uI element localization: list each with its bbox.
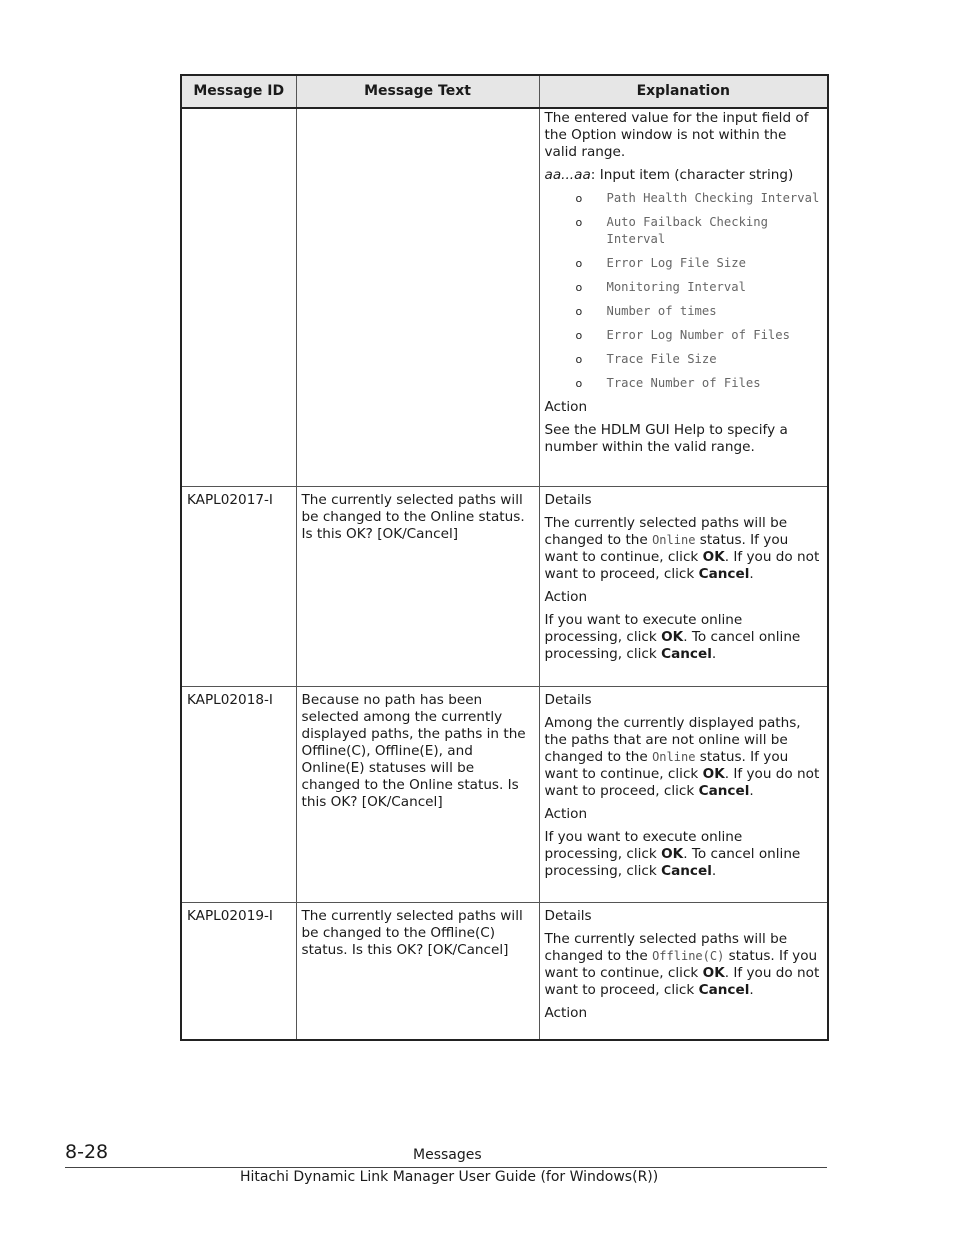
action-text: See the HDLM GUI Help to specify a number within the valid range.: [544, 422, 788, 455]
list-item: o Trace File Size: [575, 352, 717, 366]
table-row: [181, 486, 828, 686]
bullet-icon: o: [575, 281, 583, 294]
explanation-intro: The entered value for the input field of the Option window is not within the valid range.: [544, 110, 809, 160]
bullet-icon: o: [575, 377, 583, 390]
book-title: Hitachi Dynamic Link Manager User Guide (for Windows(R)): [240, 1169, 659, 1185]
details-label: Details: [544, 491, 592, 508]
explanation-cell: [539, 486, 828, 686]
bullet-icon: o: [575, 329, 583, 342]
list-item: o Auto Failback Checking Interval: [575, 215, 768, 246]
status-code: Online: [652, 532, 696, 547]
message-text-cell: Because no path has been selected among the currently displayed paths, the paths in the Offline(C), Offline(E), and Online(E) statuses will be changed to the Online status. Is this OK? [OK/Cancel]: [296, 686, 539, 902]
bullet-icon: o: [575, 305, 583, 318]
message-text-cell: The currently selected paths will be changed to the Offline(C) status. Is this OK? [OK/Cancel]: [296, 902, 539, 1040]
status-code: Online: [652, 749, 696, 764]
ok-term: OK: [661, 628, 684, 645]
cancel-term: Cancel: [698, 782, 750, 799]
ok-term: OK: [702, 964, 725, 981]
cancel-term: Cancel: [661, 645, 712, 662]
header-message-id: Message ID: [181, 75, 296, 108]
input-description: : Input item (character string): [590, 167, 794, 183]
table-row: [181, 108, 828, 486]
action-text: If you want to execute online processing, click OK. To cancel online processing, click Cancel.: [544, 828, 801, 879]
section-title: Messages: [413, 1147, 482, 1163]
table-row: [181, 686, 828, 902]
input-item-note: [545, 167, 823, 184]
explanation-cell: [539, 108, 828, 486]
footer-divider: [65, 1167, 827, 1168]
list-item: o Number of times: [575, 304, 717, 318]
table-row: [181, 902, 828, 1040]
action-text: If you want to execute online processing, click OK. To cancel online processing, click Cancel.: [544, 611, 801, 662]
message-text-cell: [296, 108, 539, 486]
action-label: Action: [544, 1004, 588, 1021]
ok-term: OK: [702, 548, 725, 565]
status-code: Offline(C): [652, 948, 725, 963]
cancel-term: Cancel: [698, 565, 750, 582]
bullet-icon: o: [575, 192, 583, 205]
details-text: The currently selected paths will be changed to the Online status. If you want to continue, click OK. If you do not want to proceed, click Cancel.: [544, 514, 820, 582]
message-id-cell: KAPL02019-I: [181, 902, 296, 1040]
message-id-cell: [181, 108, 296, 486]
cancel-term: Cancel: [661, 862, 712, 879]
header-message-text: Message Text: [296, 75, 539, 108]
header-explanation: Explanation: [539, 75, 828, 108]
action-label: Action: [544, 588, 588, 605]
explanation-cell: [539, 686, 828, 902]
bullet-icon: o: [575, 216, 583, 229]
list-item: o Monitoring Interval: [575, 280, 746, 294]
cancel-term: Cancel: [698, 981, 750, 998]
input-variable: aa...aa: [544, 167, 591, 183]
message-text-cell: The currently selected paths will be changed to the Online status. Is this OK? [OK/Cancel]: [296, 486, 539, 686]
message-id-cell: KAPL02017-I: [181, 486, 296, 686]
details-text: Among the currently displayed paths, the paths that are not online will be changed to the Online status. If you want to continue, click OK. If you do not want to proceed, click Cancel.: [544, 714, 820, 799]
ok-term: OK: [661, 845, 684, 862]
action-label: Action: [544, 399, 588, 415]
details-label: Details: [544, 691, 592, 708]
explanation-cell: [539, 902, 828, 1040]
ok-term: OK: [702, 765, 725, 782]
message-table: [180, 74, 829, 1041]
list-item: o Trace Number of Files: [575, 376, 761, 390]
bullet-icon: o: [575, 257, 583, 270]
details-label: Details: [544, 907, 592, 924]
bullet-icon: o: [575, 353, 583, 366]
table-header-row: [181, 75, 828, 108]
message-id-cell: KAPL02018-I: [181, 686, 296, 902]
list-item: o Error Log Number of Files: [575, 328, 790, 342]
action-label: Action: [544, 805, 588, 822]
option-list: [576, 190, 823, 392]
page-number: 8-28: [65, 1141, 109, 1163]
details-text: The currently selected paths will be changed to the Offline(C) status. If you want to continue, click OK. If you do not want to proceed, click Cancel.: [544, 930, 820, 998]
list-item: o Path Health Checking Interval: [575, 191, 820, 205]
list-item: o Error Log File Size: [575, 256, 746, 270]
